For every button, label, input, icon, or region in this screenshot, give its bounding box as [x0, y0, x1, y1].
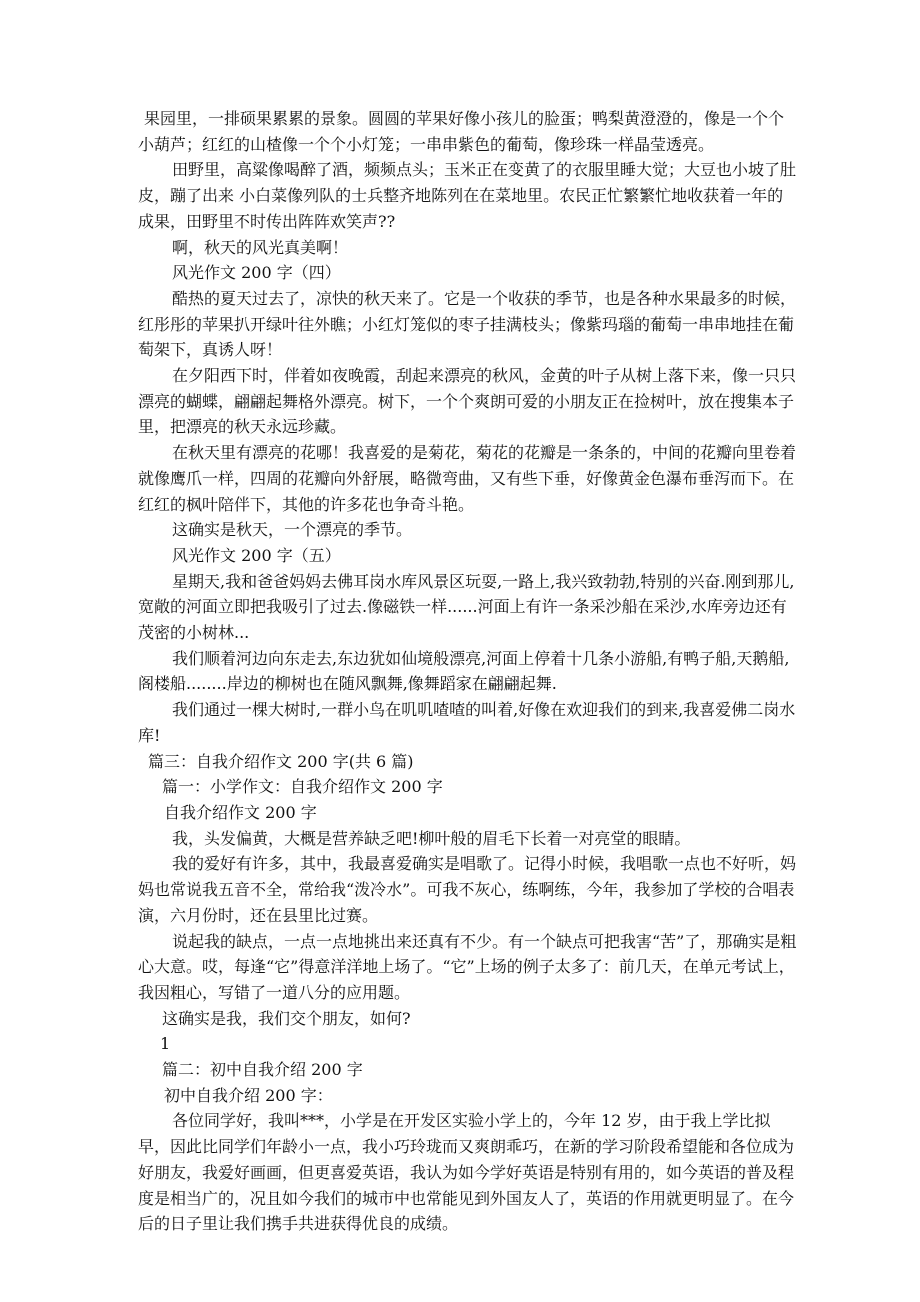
paragraph-sunset: 在夕阳西下时，伴着如夜晚霞，刮起来漂亮的秋风，金黄的叶子从树上落下来，像一只只漂亮的蝴蝶，翩翩起舞格外漂亮。树下，一个个爽朗可爱的小朋友正在捡树叶，放在搜集本子里，把漂亮的秋天永远珍藏。: [138, 366, 797, 437]
chapter-heading-three: 篇三：自我介绍作文 200 字(共 6 篇): [148, 751, 414, 771]
section-heading-four: 风光作文 200 字（四）: [172, 263, 341, 283]
paragraph-flowers: 在秋天里有漂亮的花哪！我喜爱的是菊花，菊花的花瓣是一条条的，中间的花瓣向里卷着就像鹰爪一样，四周的花瓣向外舒展，略微弯曲，又有些下垂，好像黄金色瀑布垂泻而下。在红红的枫叶陪伴下，其他的许多花也争奇斗艳。: [138, 443, 797, 514]
paragraph-hobby: 我的爱好有许多，其中，我最喜爱确实是唱歌了。记得小时候，我唱歌一点也不好听，妈妈也常说我五音不全，常给我“泼冷水”。可我不灰心，练啊练，今年，我参加了学校的合唱表演，六月份时，还在县里比过赛。: [138, 854, 797, 925]
article-subtitle-one: 自我介绍作文 200 字: [164, 802, 317, 822]
paragraph-introduction: 各位同学好，我叫***，小学是在开发区实验小学上的，今年 12 岁，由于我上学比拟早，因此比同学们年龄小一点，我小巧玲珑而又爽朗乖巧，在新的学习阶段希望能和各位成为好朋友，我爱好画画，但更喜爱英语，我认为如今学好英语是特别有用的，如今英语的普及程度是相当广的，况且如今我们的城市中也常能见到外国友人了，英语的作用就更明显了。在今后的日子里让我们携手共进获得优良的成绩。: [138, 1111, 795, 1234]
paragraph-orchard: 果园里，一排硕果累累的景象。圆圆的苹果好像小孩儿的脸蛋；鸭梨黄澄澄的，像是一个个小葫芦；红红的山楂像一个个小灯笼；一串串紫色的葡萄，像珍珠一样晶莹透亮。: [138, 109, 785, 154]
article-heading-two: 篇二：初中自我介绍 200 字: [162, 1060, 363, 1080]
paragraph-field: 田野里，高粱像喝醉了酒，频频点头；玉米正在变黄了的衣服里睡大觉；大豆也小坡了肚皮，蹦了出来 小白菜像列队的士兵整齐地陈列在在菜地里。农民正忙繁繁忙地收获着一年的成果，田野里不时传出阵阵欢笑声??: [138, 160, 797, 231]
page-number: 1: [160, 1034, 171, 1054]
paragraph-shortcoming: 说起我的缺点，一点一点地挑出来还真有不少。有一个缺点可把我害“苦”了，那确实是粗心大意。哎，每逢“它”得意洋洋地上场了。“它”上场的例子太多了：前几天，在单元考试上，我因粗心，写错了一道八分的应用题。: [138, 931, 797, 1002]
paragraph-sunday: 星期天,我和爸爸妈妈去佛耳岗水库风景区玩耍,一路上,我兴致勃勃,特别的兴奋.刚到那儿,宽敞的河面立即把我吸引了过去.像磁铁一样......河面上有许一条采沙船在采沙,水库旁边还有茂密的小树林...: [138, 571, 795, 643]
paragraph-birds: 我们通过一棵大树时,一群小鸟在叽叽喳喳的叫着,好像在欢迎我们的到来,我喜爱佛二岗水库!: [138, 700, 796, 745]
paragraph-river: 我们顺着河边向东走去,东边犹如仙境般漂亮,河面上停着十几条小游船,有鸭子船,天鹅船,阁楼船........岸边的柳树也在随风飘舞,像舞蹈家在翩翩起舞.: [138, 648, 790, 694]
paragraph-summer: 酷热的夏天过去了，凉快的秋天来了。它是一个收获的季节，也是各种水果最多的时候，红彤彤的苹果扒开绿叶往外瞧；小红灯笼似的枣子挂满枝头；像紫玛瑙的葡萄一串串地挂在葡萄架下，真诱人呀！: [138, 288, 797, 360]
article-heading-one: 篇一：小学作文：自我介绍作文 200 字: [162, 777, 443, 797]
paragraph-season: 这确实是秋天，一个漂亮的季节。: [172, 520, 413, 540]
document-body: [138, 106, 798, 1237]
section-heading-five: 风光作文 200 字（五）: [172, 545, 341, 565]
article-subtitle-two: 初中自我介绍 200 字：: [164, 1085, 333, 1105]
paragraph-exclamation: 啊，秋天的风光真美啊！: [172, 237, 349, 257]
paragraph-friends: 这确实是我，我们交个朋友，如何?: [162, 1008, 411, 1028]
paragraph-appearance: 我，头发偏黄，大概是营养缺乏吧!柳叶般的眉毛下长着一对亮堂的眼睛。: [172, 828, 691, 848]
